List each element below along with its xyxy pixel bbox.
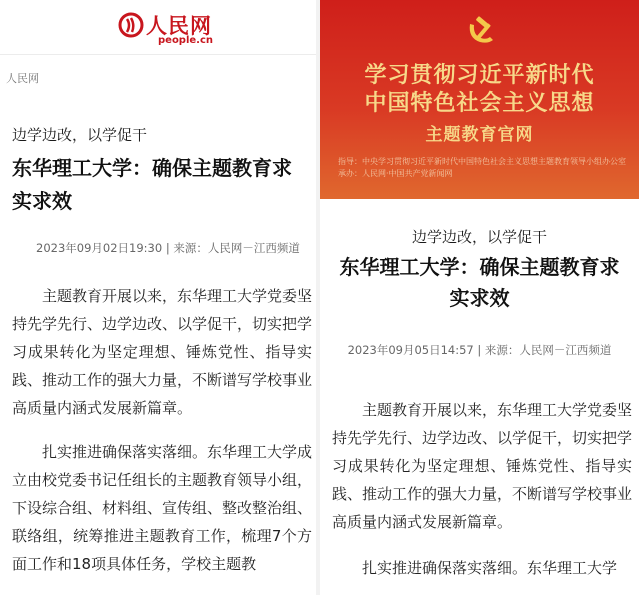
logo-text: 人民网 <box>146 13 212 38</box>
people-cn-logo[interactable] <box>118 8 214 48</box>
article-subtitle: 边学边改，以学促干 <box>411 228 547 246</box>
article-meta: 2023年09月05日14:57 | 来源：人民网－江西频道 <box>347 343 612 357</box>
article-body <box>12 282 312 594</box>
article-title-line: 实求效 <box>449 286 510 310</box>
banner-guidance-note: 指导：中央学习贯彻习近平新时代中国特色社会主义思想主题教育领导小组办公室 <box>338 157 626 166</box>
people-logo-icon <box>118 12 144 38</box>
logo-domain: people.cn <box>158 35 214 46</box>
paragraph: 扎实推进确保落实落细。东华理工大学 <box>362 559 618 577</box>
article-meta: 2023年09月02日19:30 | 来源：人民网－江西频道 <box>36 241 300 255</box>
paragraph: 主题教育开展以来，东华理工大学党委坚持先学先行、边学边改、以学促干，切实把学习成果转化为坚定理想、锤炼党性、指导实践、推动工作的强大力量，不断谱写学校事业高质量内涵式发展新篇章。 <box>12 287 313 417</box>
banner-organizer-note: 承办：人民网·中国共产党新闻网 <box>338 169 453 178</box>
left-article-panel <box>0 0 316 595</box>
paragraph: 扎实推进确保落实落细。东华理工大学成立由校党委书记任组长的主题教育领导小组，下设综合组、材料组、宣传组、整改整治组、联络组，统筹推进主题教育工作，梳理7个方面工作和18项具体任务，学校主题教 <box>12 443 313 573</box>
article-title <box>320 252 639 314</box>
article-body <box>332 396 632 595</box>
paragraph: 主题教育开展以来，东华理工大学党委坚持先学先行、边学边改、以学促干，切实把学习成果转化为坚定理想、锤炼党性、指导实践、推动工作的强大力量，不断谱写学校事业高质量内涵式发展新篇章。 <box>332 401 633 531</box>
theme-education-banner[interactable] <box>320 0 639 199</box>
breadcrumb[interactable]: 人民网 <box>6 72 39 85</box>
article-title-line: 东华理工大学：确保主题教育求 <box>339 255 620 279</box>
article-subtitle: 边学边改，以学促干 <box>12 126 148 144</box>
banner-title-line1: 学习贯彻习近平新时代 <box>364 63 595 88</box>
banner-title-line3: 主题教育官网 <box>425 125 534 145</box>
site-header <box>0 0 316 55</box>
right-article-panel <box>320 0 639 595</box>
party-emblem-icon <box>462 14 498 50</box>
banner-title-line2: 中国特色社会主义思想 <box>364 91 595 116</box>
article-title: 东华理工大学：确保主题教育求实求效 <box>12 156 292 213</box>
